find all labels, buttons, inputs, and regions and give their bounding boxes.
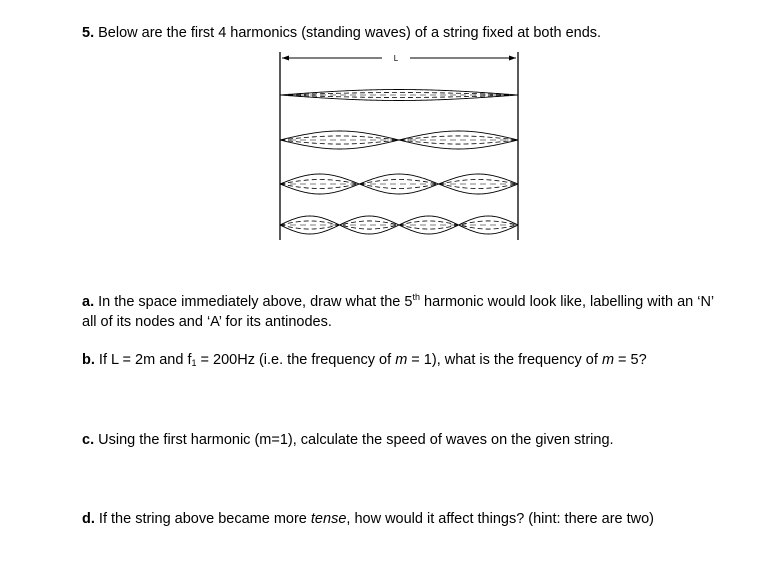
part-d-label: d. [82,511,95,527]
part-b-m1: m [395,352,408,368]
part-c-text: Using the first harmonic (m=1), calculate the speed of waves on the given string. [98,432,614,448]
part-b-text-1: If L = 2m and f [98,352,192,368]
part-d-text-2: , how would it affect things? (hint: there are two) [346,511,655,527]
length-label: L [393,54,399,63]
harmonics-group [280,90,518,235]
part-a-text-1: In the space immediately above, draw what the 5 [98,294,413,310]
part-a-label: a. [82,294,95,310]
part-b-label: b. [82,352,95,368]
standing-waves-figure [270,48,530,248]
part-a-sup: th [412,292,420,302]
part-b-text-4: = 5? [614,352,647,368]
harmonic-3 [280,174,518,194]
part-b-text-2: = 200Hz (i.e. the frequency of [196,352,396,368]
harmonic-2 [280,131,518,149]
part-a-text-2: harmonic would look like, labelling with an ‘N’ all of its nodes and ‘A’ for its antinodes. [82,294,714,330]
part-d-emph: tense [310,511,347,527]
part-c [82,430,614,450]
length-arrow [282,54,516,63]
question-number: 5. [82,25,95,41]
part-b-text-3: = 1), what is the frequency of [407,352,602,368]
part-d-text-1: If the string above became more [98,511,311,527]
part-a [82,292,722,332]
part-d [82,509,654,529]
part-b-sub: 1 [191,358,197,368]
question-title-text: Below are the first 4 harmonics (standing waves) of a string fixed at both ends. [98,25,602,41]
part-c-label: c. [82,432,95,448]
part-b-m2: m [601,352,615,368]
harmonic-1 [280,90,518,101]
harmonic-4 [280,216,518,234]
question-title [82,23,601,43]
part-b [82,350,647,370]
